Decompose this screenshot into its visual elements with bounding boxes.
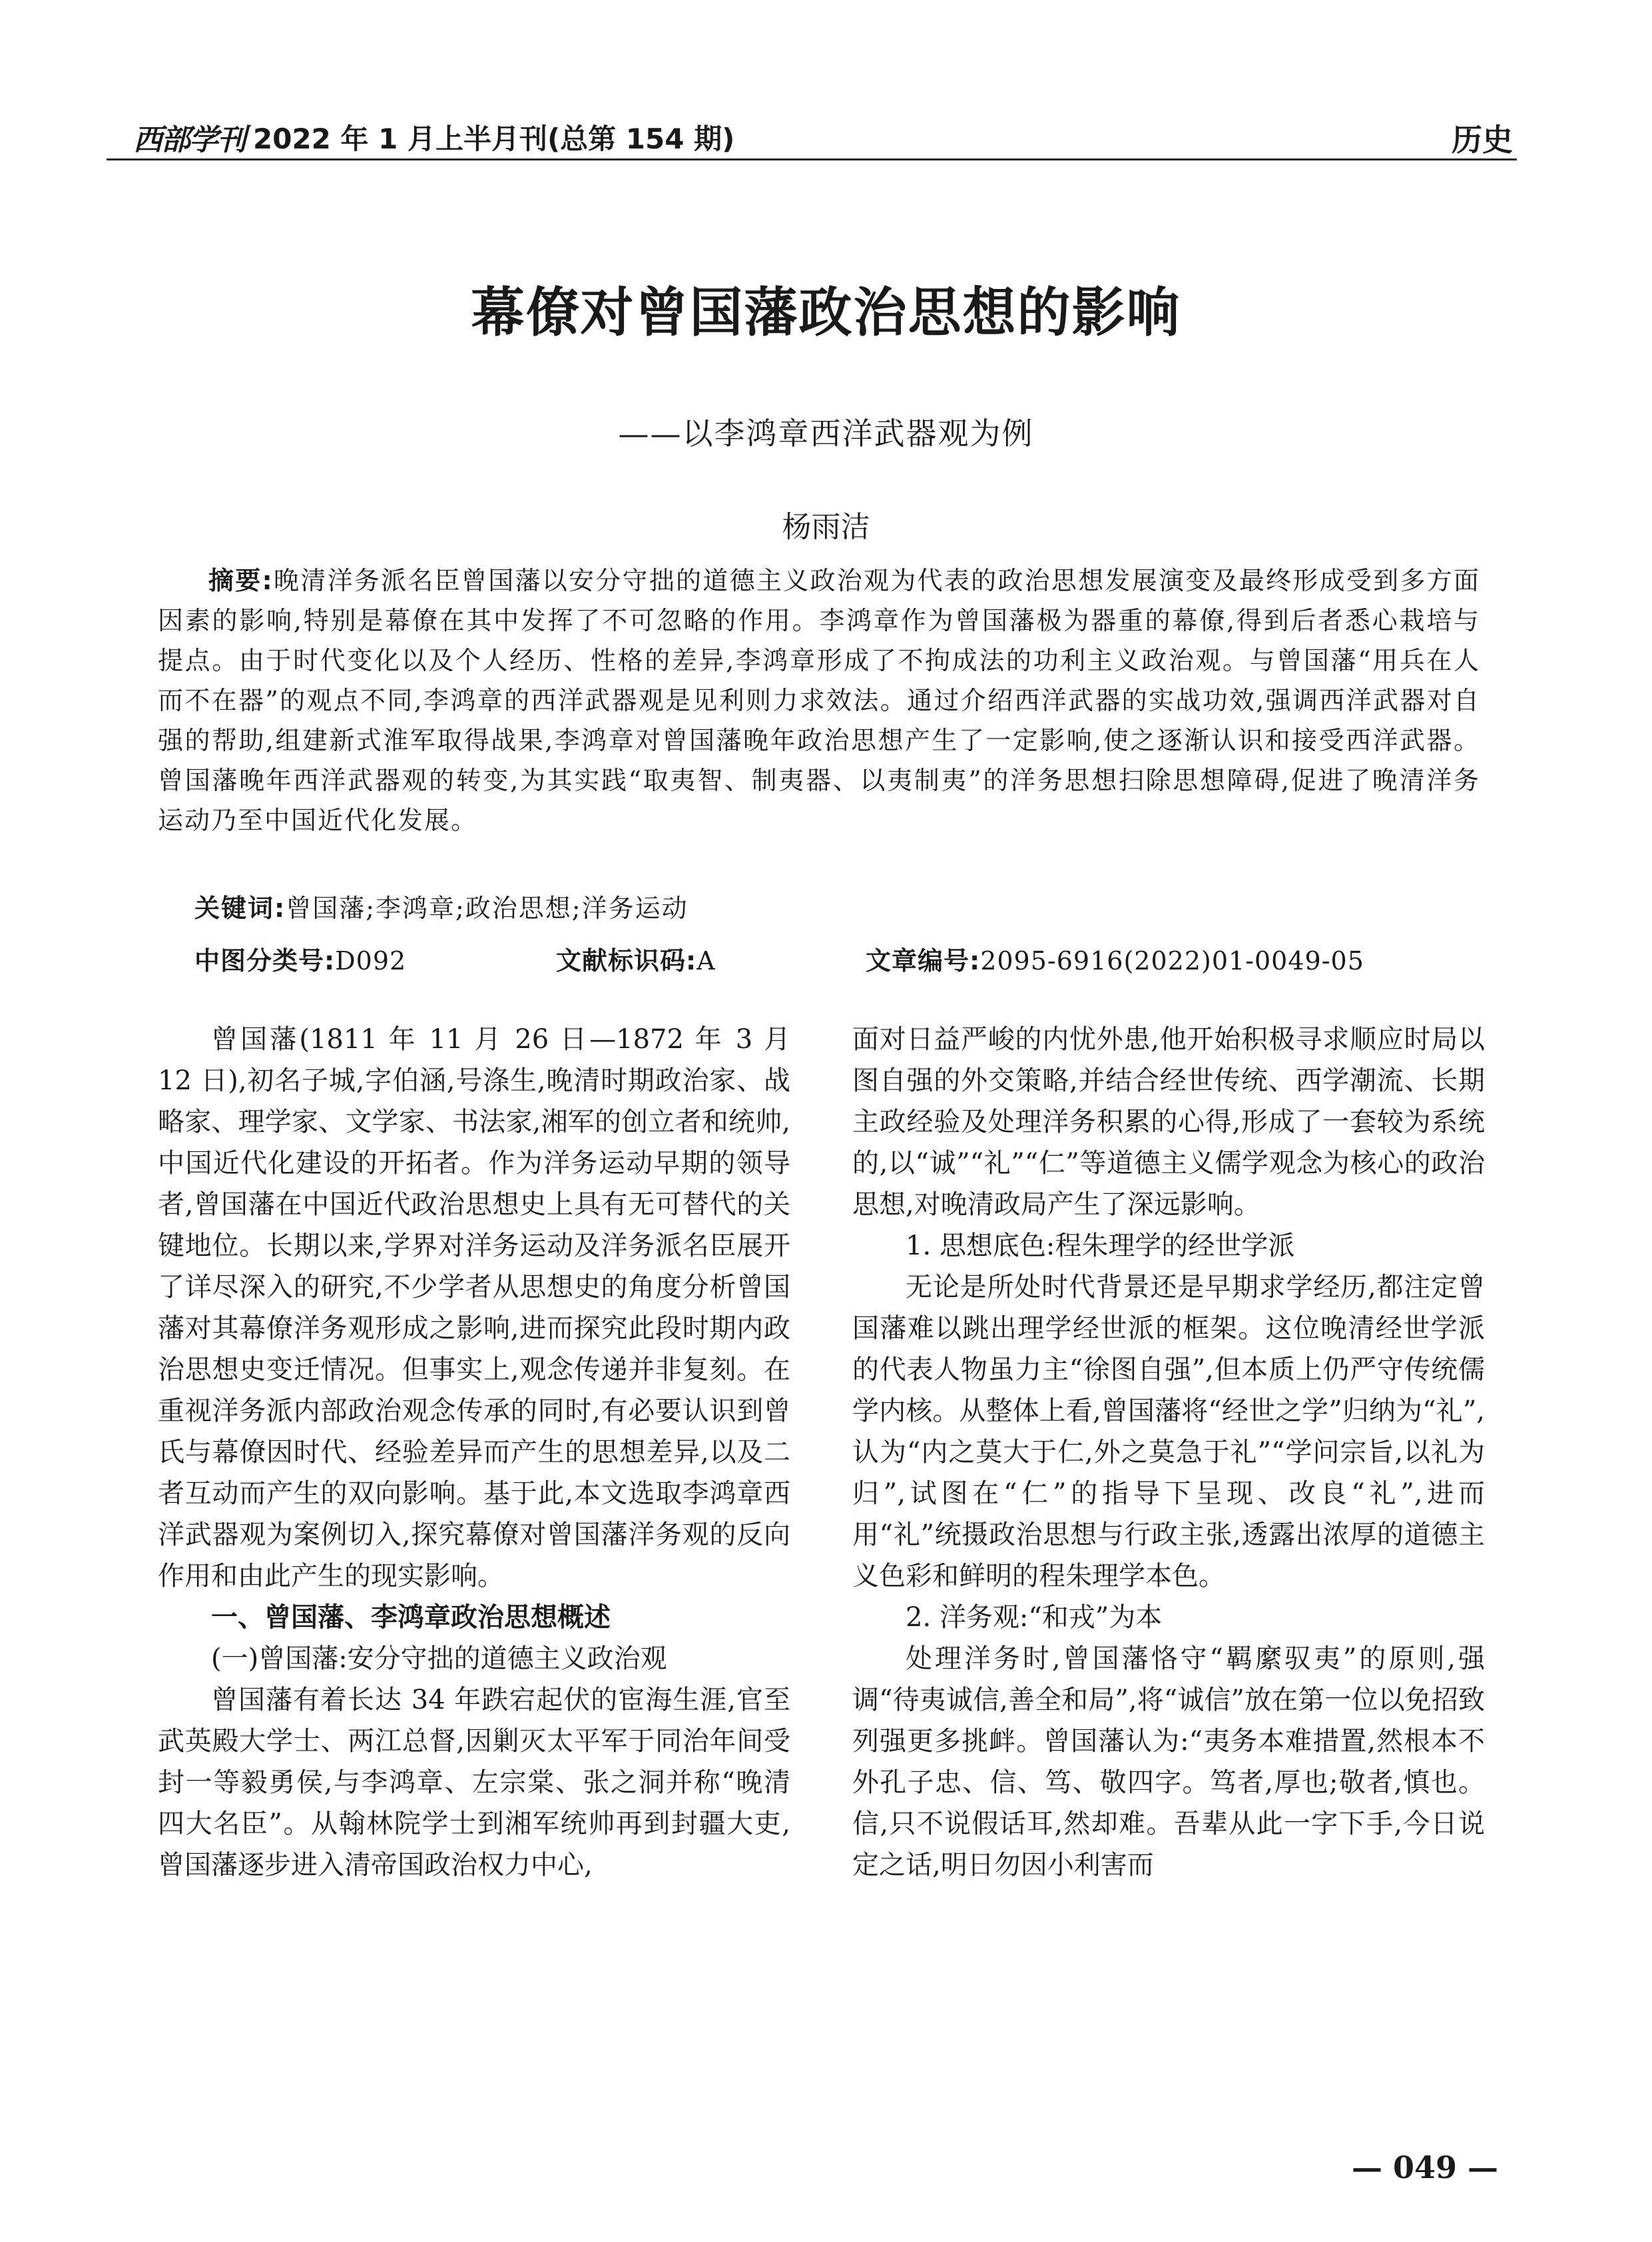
abstract: [158, 561, 1480, 840]
journal-logo: 西部学刊: [133, 123, 245, 157]
abstract-text: 晚清洋务派名臣曾国藩以安分守拙的道德主义政治观为代表的政治思想发展演变及最终形成受到多方面因素的影响,特别是幕僚在其中发挥了不可忽略的作用。李鸿章作为曾国藩极为器重的幕僚,得到后者悉心栽培与提点。由于时代变化以及个人经历、性格的差异,李鸿章形成了不拘成法的功利主义政治观。与曾国藩“用兵在人而不在器”的观点不同,李鸿章的西洋武器观是见利则力求效法。通过介绍西洋武器的实战功效,强调西洋武器对自强的帮助,组建新式淮军取得战果,李鸿章对曾国藩晚年政治思想产生了一定影响,使之逐渐认识和接受西洋武器。曾国藩晚年西洋武器观的转变,为其实践“取夷智、制夷器、以夷制夷”的洋务思想扫除思想障碍,促进了晚清洋务运动乃至中国近代化发展。: [158, 566, 1480, 835]
right-column: [852, 1019, 1485, 1886]
document-code-value: A: [696, 946, 716, 976]
abstract-label: 摘要:: [208, 566, 274, 595]
author-name: 杨雨洁: [782, 510, 870, 544]
intro-paragraph: 曾国藩(1811 年 11 月 26 日—1872 年 3 月 12 日),初名子城,字伯涵,号涤生,晚清时期政治家、战略家、理学家、文学家、书法家,湘军的创立者和统帅,中国近代化建设的开拓者。作为洋务运动早期的领导者,曾国藩在中国近代政治思想史上具有无可替代的关键地位。长期以来,学界对洋务运动及洋务派名臣展开了详尽深入的研究,不少学者从思想史的角度分析曾国藩对其幕僚洋务观形成之影响,进而探究此段时期内政治思想史变迁情况。但事实上,观念传递并非复刻。在重视洋务派内部政治观念传承的同时,有必要认识到曾氏与幕僚因时代、经验差异而产生的思想差异,以及二者互动而产生的双向影响。基于此,本文选取李鸿章西洋武器观为案例切入,探究幕僚对曾国藩洋务观的反向作用和由此产生的现实影响。: [158, 1024, 790, 1591]
keywords-label: 关键词:: [194, 894, 286, 923]
article-subtitle: ——以李鸿章西洋武器观为例: [618, 416, 1034, 451]
clc-number: [194, 940, 406, 977]
page-number: — 049 —: [1352, 2149, 1499, 2185]
article-number-value: 2095-6916(2022)01-0049-05: [980, 946, 1364, 976]
section-heading-1: 一、曾国藩、李鸿章政治思想概述: [211, 1602, 611, 1633]
body-paragraph: 无论是所处时代背景还是早期求学经历,都注定曾国藩难以跳出理学经世派的框架。这位晚清经世学派的代表人物虽力主“徐图自强”,但本质上仍严守传统儒学内核。从整体上看,曾国藩将“经世之学”归纳为“礼”,认为“内之莫大于仁,外之莫急于礼”“学问宗旨,以礼为归”,试图在“仁”的指导下呈现、改良“礼”,进而用“礼”统摄政治思想与行政主张,透露出浓厚的道德主义色彩和鲜明的程朱理学本色。: [852, 1272, 1485, 1591]
body-paragraph-continued: 面对日益严峻的内忧外患,他开始积极寻求顺应时局以图自强的外交策略,并结合经世传统、西学潮流、长期主政经验及处理洋务积累的心得,形成了一套较为系统的,以“诚”“礼”“仁”等道德主义儒学观念为核心的政治思想,对晚清政局产生了深远影响。: [852, 1024, 1485, 1220]
clc-value: D092: [335, 946, 407, 976]
issue-info: 2022 年 1 月上半月刊(总第 154 期): [253, 123, 735, 155]
article-number: [866, 940, 1364, 977]
body-paragraph: 曾国藩有着长达 34 年跌宕起伏的宦海生涯,官至武英殿大学士、两江总督,因剿灭太平军于同治年间受封一等毅勇侯,与李鸿章、左宗棠、张之洞并称“晚清四大名臣”。从翰林院学士到湘军统帅再到封疆大吏,曾国藩逐步进入清帝国政治权力中心,: [158, 1685, 790, 1880]
left-column: [158, 1019, 790, 1886]
running-header: [107, 112, 1517, 158]
header-rule: [107, 158, 1517, 160]
subsubsection-heading-2: 2. 洋务观:“和戎”为本: [906, 1602, 1163, 1633]
section-name: 历史: [1452, 122, 1513, 158]
subsubsection-heading-1: 1. 思想底色:程朱理学的经世学派: [906, 1231, 1295, 1261]
subsection-heading-1: (一)曾国藩:安分守拙的道德主义政治观: [211, 1643, 667, 1674]
keywords-text: 曾国藩;李鸿章;政治思想;洋务运动: [286, 894, 688, 923]
clc-label: 中图分类号:: [194, 946, 336, 976]
document-code: [556, 940, 716, 977]
document-code-label: 文献标识码:: [556, 946, 697, 976]
article-title: 幕僚对曾国藩政治思想的影响: [471, 282, 1181, 344]
keywords: [194, 888, 688, 924]
article-number-label: 文章编号:: [866, 946, 981, 976]
body-paragraph: 处理洋务时,曾国藩恪守“羁縻驭夷”的原则,强调“待夷诚信,善全和局”,将“诚信”放在第一位以免招致列强更多挑衅。曾国藩认为:“夷务本难措置,然根本不外孔子忠、信、笃、敬四字。笃者,厚也;敬者,慎也。信,只不说假话耳,然却难。吾辈从此一字下手,今日说定之话,明日勿因小利害而: [852, 1643, 1485, 1880]
